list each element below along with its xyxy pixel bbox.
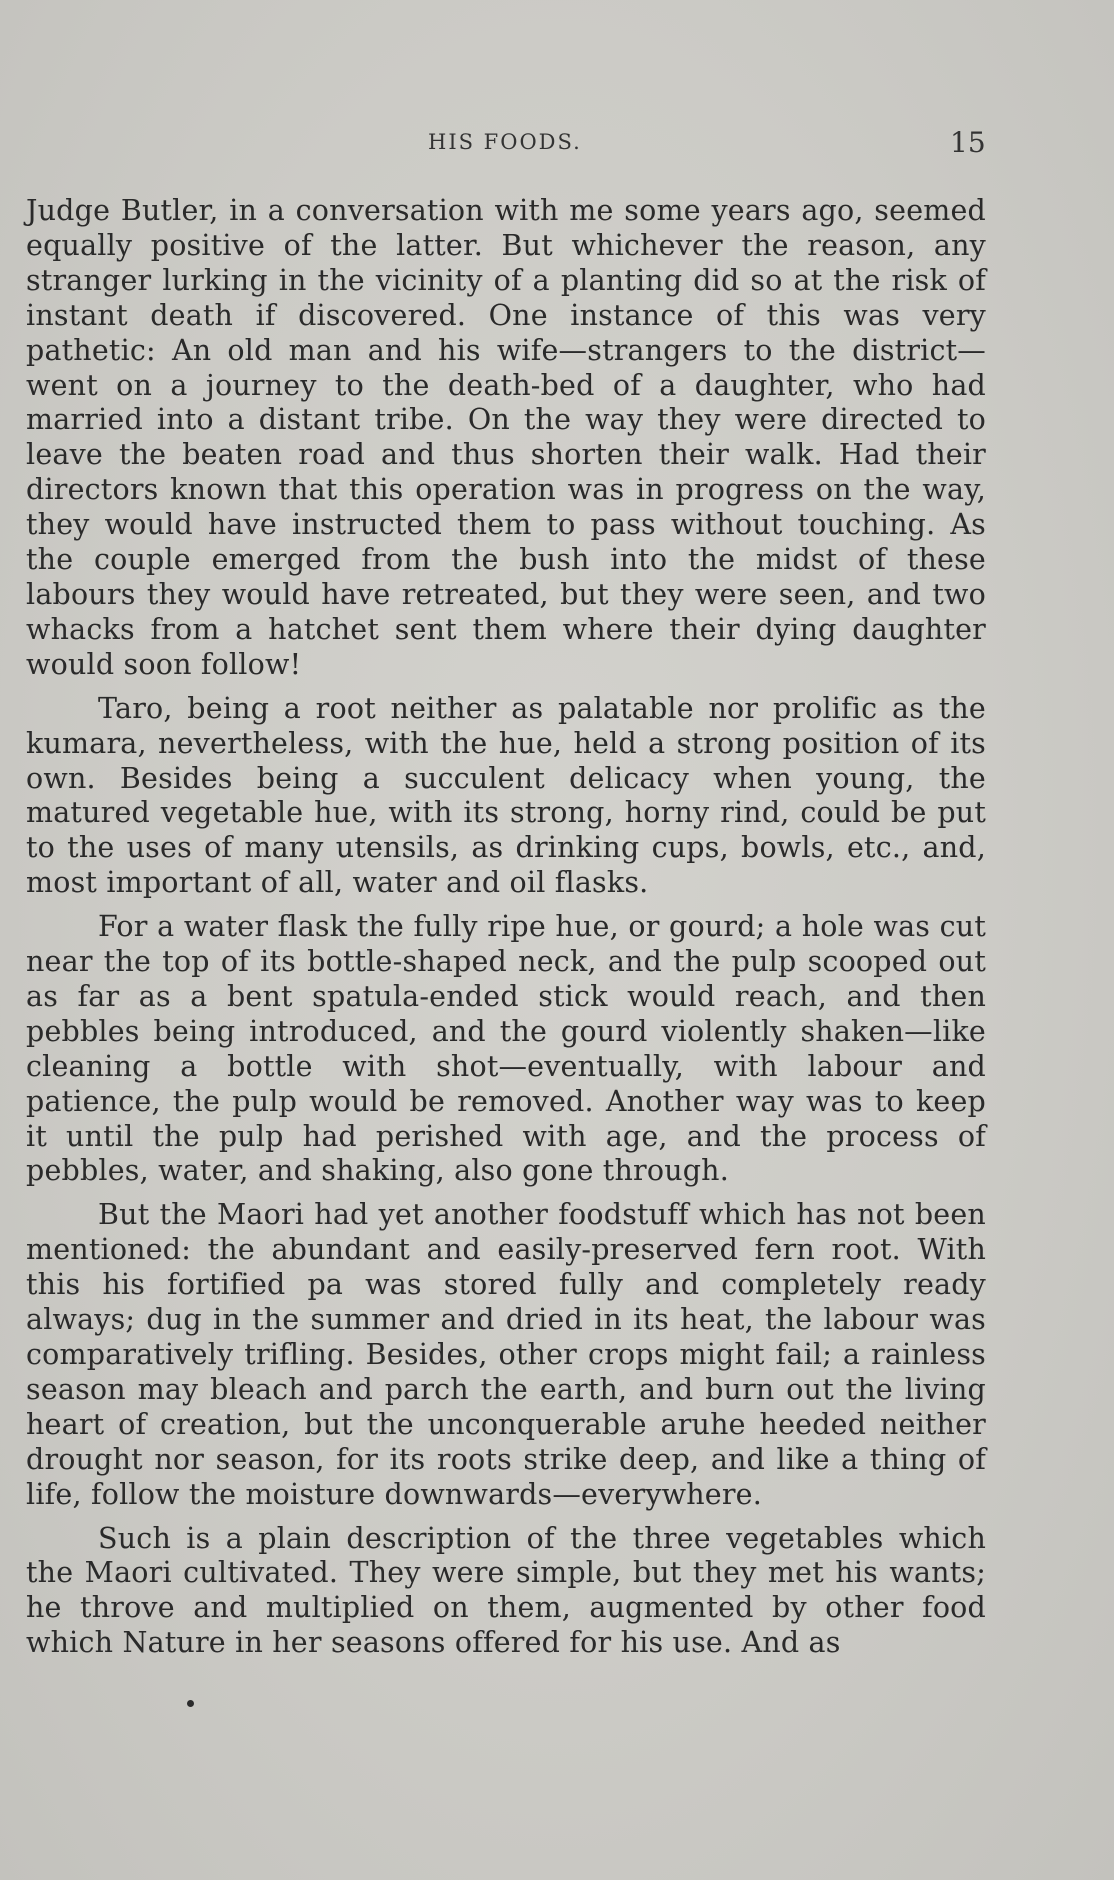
paragraph-taro: Taro, being a root neither as palatable nor prolific as the kumara, nevertheless, with the hue, held a strong position of its own. Besides being a succulent delicacy when young, the matured vegetable hue, with its strong, horny rind, could be put to the uses of many utensils, as drinking cups, bowls, etc., and, most important of all, water and oil flasks. bbox=[26, 691, 986, 900]
page-number: 15 bbox=[950, 126, 986, 159]
body-text bbox=[26, 194, 986, 1661]
paragraph-continued: Judge Butler, in a conversation with me some years ago, seemed equally positive of the latter. But whichever the reason, any stranger lurking in the vicinity of a planting did so at the risk of instant death if discovered. One instance of this was very pathetic: An old man and his wife—strangers to the district—went on a journey to the death-bed of a daughter, who had married into a distant tribe. On the way they were directed to leave the beaten road and thus shorten their walk. Had their directors known that this operation was in progress on the way, they would have instructed them to pass without touching. As the couple emerged from the bush into the midst of these labours they would have retreated, but they were seen, and two whacks from a hatchet sent them where their dying daughter would soon follow! bbox=[26, 194, 986, 681]
paragraph-summary: Such is a plain description of the three vegetables which the Maori cultivated. They were simple, but they met his wants; he throve and multiplied on them, augmented by other food which Nature in her seasons offered for his use. And as bbox=[26, 1521, 986, 1660]
paragraph-fern-root: But the Maori had yet another foodstuff which has not been mentioned: the abundant and easily-preserved fern root. With this his fortified pa was stored fully and completely ready always; dug in the summer and dried in its heat, the labour was comparatively trifling. Besides, other crops might fail; a rainless season may bleach and parch the earth, and burn out the living heart of creation, but the unconquerable aruhe heeded neither drought nor season, for its roots strike deep, and like a thing of life, follow the moisture downwards—everywhere. bbox=[26, 1198, 986, 1511]
paragraph-water-flask: For a water flask the fully ripe hue, or gourd; a hole was cut near the top of its bottle-shaped neck, and the pulp scooped out as far as a bent spatula-ended stick would reach, and then pebbles being introduced, and the gourd violently shaken—like cleaning a bottle with shot—eventually, with labour and patience, the pulp would be removed. Another way was to keep it until the pulp had perished with age, and the process of pebbles, water, and shaking, also gone through. bbox=[26, 910, 986, 1188]
running-title: HIS FOODS. bbox=[428, 130, 582, 154]
ink-speck bbox=[187, 1700, 194, 1707]
